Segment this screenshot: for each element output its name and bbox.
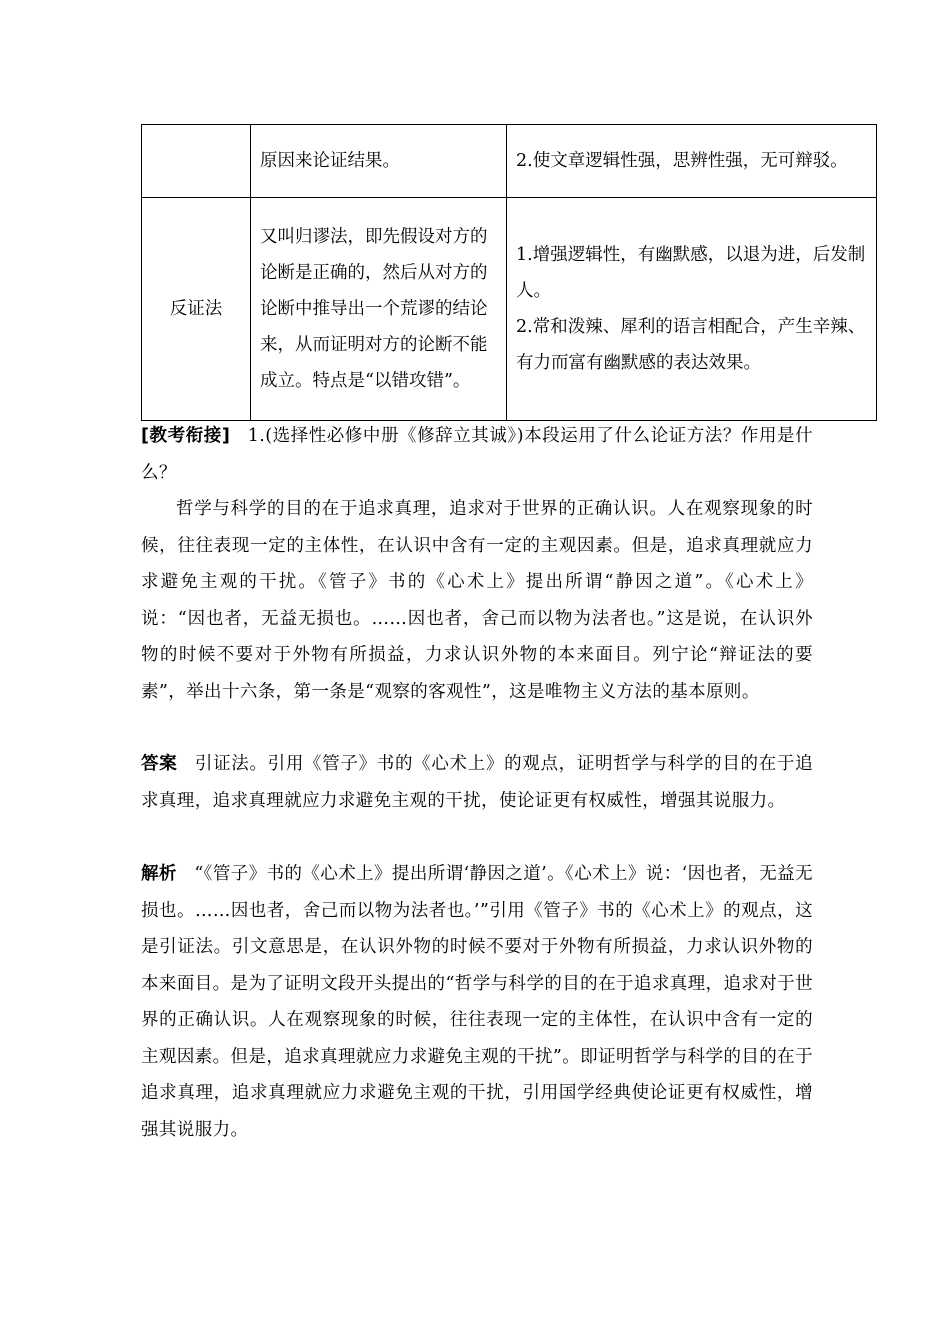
method-effect-cell: [507, 125, 877, 198]
method-definition-cell: [251, 125, 507, 198]
analysis-text: “《管子》书的《心术上》提出所谓‘静因之道’。《心术上》说：‘因也者，无益无损也。……因也者，舍己而以物为法者也。’”引用《管子》书的《心术上》的观点，这是引证法。引文意思是，在认识外物的时候不要对于外物有所损益，力求认识外物的本来面目。是为了证明文段开头提出的“哲学与科学的目的在于追求真理，追求对于世界的正确认识。人在观察现象的时候，往往表现一定的主体性，在认识中含有一定的主观因素。但是，追求真理就应力求避免主观的干扰”。即证明哲学与科学的目的在于追求真理，追求真理就应力求避免主观的干扰，引用国学经典使论证更有权威性，增强其说服力。: [141, 864, 813, 1140]
answer-text: 引证法。引用《管子》书的《心术上》的观点，证明哲学与科学的目的在于追求真理，追求真理就应力求避免主观的干扰，使论证更有权威性，增强其说服力。: [141, 754, 813, 811]
question-tag: [教考衔接]: [141, 426, 231, 446]
method-effect-item: 2.使文章逻辑性强，思辨性强，无可辩驳。: [516, 151, 848, 171]
analysis-block: [141, 856, 813, 1148]
question-paragraph: [141, 418, 813, 491]
method-definition-text: 原因来论证结果。: [260, 151, 400, 171]
answer-block: [141, 746, 813, 819]
answer-label: 答案: [141, 754, 178, 774]
method-definition-cell: [251, 198, 507, 421]
argument-methods-table: [141, 124, 877, 421]
question-block: [141, 418, 813, 491]
method-definition-text: 又叫归谬法，即先假设对方的论断是正确的，然后从对方的论断中推导出一个荒谬的结论来，从而证明对方的论断不能成立。特点是“以错攻错”。: [260, 227, 488, 391]
question-text: 1.(选择性必修中册《修辞立其诚》)本段运用了什么论证方法？作用是什么？: [141, 426, 813, 483]
passage-block: [141, 491, 813, 710]
passage-paragraph: 哲学与科学的目的在于追求真理，追求对于世界的正确认识。人在观察现象的时候，往往表现一定的主体性，在认识中含有一定的主观因素。但是，追求真理就应力求避免主观的干扰。《管子》书的《心术上》提出所谓“静因之道”。《心术上》说：“因也者，无益无损也。……因也者，舍己而以物为法者也。”这是说，在认识外物的时候不要对于外物有所损益，力求认识外物的本来面目。列宁论“辩证法的要素”，举出十六条，第一条是“观察的客观性”，这是唯物主义方法的基本原则。: [141, 499, 813, 702]
analysis-label: 解析: [141, 864, 177, 884]
answer-paragraph: [141, 746, 813, 819]
method-name-cell: [142, 125, 251, 198]
method-effect-item: 2.常和泼辣、犀利的语言相配合，产生辛辣、有力而富有幽默感的表达效果。: [516, 317, 866, 373]
table-row: [142, 125, 877, 198]
analysis-paragraph: [141, 856, 813, 1148]
method-effect-item: 1.增强逻辑性，有幽默感，以退为进，后发制人。: [516, 245, 866, 301]
method-name-cell: 反证法: [142, 198, 251, 421]
method-effect-cell: [507, 198, 877, 421]
table-row: [142, 198, 877, 421]
